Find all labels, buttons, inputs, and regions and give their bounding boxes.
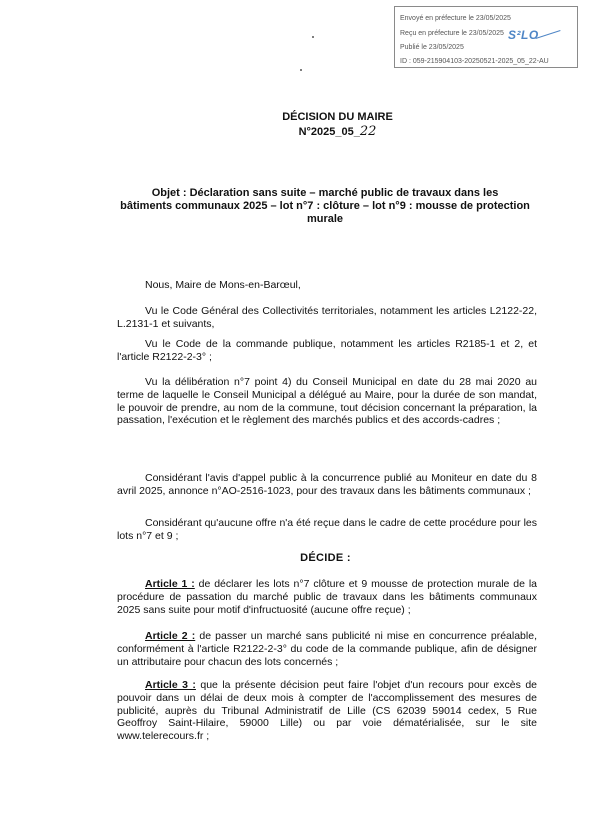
stamp-received-date: Reçu en préfecture le 23/05/2025 bbox=[400, 30, 504, 37]
article-2 bbox=[117, 630, 537, 668]
decision-number-handwritten: 22 bbox=[359, 124, 377, 139]
objet-line-2: bâtiments communaux 2025 – lot n°7 : clôture – lot n°9 : mousse de protection bbox=[120, 200, 530, 212]
article-2-label: Article 2 : bbox=[145, 630, 196, 642]
article-3-label: Article 3 : bbox=[145, 679, 196, 691]
article-3-text: que la présente décision peut faire l'objet d'un recours pour excès de pouvoir dans un délai de deux mois à compter de l'accomplissement des mesures de publicité, auprès du Tribunal Administratif de Lille (CS 62039 59014 cedex, 5 Rue Geoffroy Saint-Hilaire, 59000 Lille) ou par voie dématérialisée, sur le site www.telerecours.fr ; bbox=[117, 679, 537, 743]
decision-number bbox=[40, 124, 595, 139]
decide-heading: DÉCIDE : bbox=[300, 552, 351, 564]
decision-number-prefix: N°2025_05_ bbox=[298, 126, 360, 138]
decision-title: DÉCISION DU MAIRE bbox=[282, 111, 393, 123]
stamp-sent-date: Envoyé en préfecture le 23/05/2025 bbox=[400, 15, 511, 22]
article-1 bbox=[117, 578, 537, 616]
visa-commande-publique: Vu le Code de la commande publique, notamment les articles R2185-1 et 2, et l'article R2122-2-3° ; bbox=[117, 338, 537, 363]
visa-cgct: Vu le Code Général des Collectivités territoriales, notamment les articles L2122-22, L.2131-1 et suivants, bbox=[117, 305, 537, 330]
mayor-intro-text: Nous, Maire de Mons-en-Barœul, bbox=[145, 279, 301, 291]
article-2-text: de passer un marché sans publicité ni mise en concurrence préalable, conformément à l'article R2122-2-3° du code de la commande publique, afin de désigner un attributaire pour chacun des lots concernés ; bbox=[117, 630, 537, 668]
article-1-label: Article 1 : bbox=[145, 578, 195, 590]
prefecture-stamp bbox=[394, 6, 578, 68]
objet-line-1: Objet : Déclaration sans suite – marché public de travaux dans les bbox=[151, 187, 499, 199]
objet-line-3: murale bbox=[306, 213, 344, 225]
scan-speck bbox=[300, 69, 302, 71]
article-3 bbox=[117, 679, 537, 743]
visa-deliberation: Vu la délibération n°7 point 4) du Conseil Municipal en date du 28 mai 2020 au terme de laquelle le Conseil Municipal a délégué au Maire, pour la durée de son mandat, le pouvoir de prendre, au nom de la commune, tout décision concernant la préparation, la passation, l'exécution et le règlement des marchés publics et des accords-cadres ; bbox=[117, 376, 537, 427]
scan-speck bbox=[312, 36, 314, 38]
considerant-avis: Considérant l'avis d'appel public à la concurrence publié au Moniteur en date du 8 avril 2025, annonce n°AO-2516-1023, pour des travaux dans les bâtiments communaux ; bbox=[117, 472, 537, 497]
stamp-published-date: Publié le 23/05/2025 bbox=[400, 44, 464, 51]
s2lo-logo: S²LO bbox=[508, 28, 539, 42]
mayor-intro bbox=[117, 279, 537, 292]
stamp-id: ID : 059-215904103-20250521-2025_05_22-AU bbox=[400, 58, 549, 65]
s2lo-logo-swoosh bbox=[535, 30, 560, 39]
considerant-aucune-offre: Considérant qu'aucune offre n'a été reçue dans le cadre de cette procédure pour les lots n°7 et 9 ; bbox=[117, 517, 537, 542]
article-1-text: de déclarer les lots n°7 clôture et 9 mousse de protection murale de la procédure de passation du marché public de travaux dans les bâtiments communaux 2025 sans suite pour motif d'infructuosité (aucune offre reçue) ; bbox=[117, 578, 537, 616]
